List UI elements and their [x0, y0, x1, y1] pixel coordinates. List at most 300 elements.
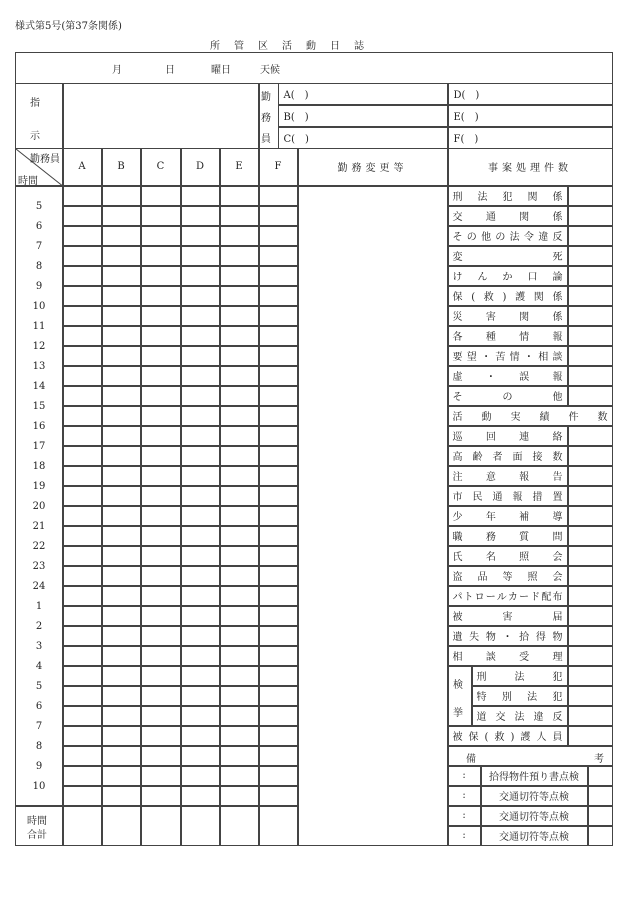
staff-time-cell[interactable] [259, 626, 298, 646]
hour-label-label: 9 [35, 281, 43, 292]
case-item-label: 刑法犯関係 [452, 192, 563, 203]
staff-time-cell[interactable] [259, 306, 298, 326]
staff-time-cell[interactable] [181, 386, 220, 406]
case-count-input[interactable] [568, 266, 613, 286]
staff-time-cell[interactable] [220, 306, 259, 326]
activity-item-label: 職務質問 [452, 532, 563, 543]
instruction-label-2-label: 示 [30, 131, 40, 142]
staff-time-cell[interactable] [181, 566, 220, 586]
staff-time-cell[interactable] [102, 686, 141, 706]
case-count-input[interactable] [568, 306, 613, 326]
case-item [448, 326, 568, 346]
staff-time-cell[interactable] [181, 346, 220, 366]
staff-time-cell[interactable] [102, 406, 141, 426]
remarks-time[interactable] [448, 826, 481, 846]
staff-time-cell[interactable] [102, 186, 141, 206]
staff-time-cell[interactable] [102, 266, 141, 286]
staff-time-cell[interactable] [259, 586, 298, 606]
remarks-time[interactable] [448, 786, 481, 806]
staff-time-cell[interactable] [141, 266, 181, 286]
remarks-time[interactable] [448, 766, 481, 786]
remarks-check[interactable] [588, 766, 613, 786]
staff-time-cell[interactable] [141, 306, 181, 326]
staff-time-cell[interactable] [259, 786, 298, 806]
staff-time-cell[interactable] [259, 346, 298, 366]
activity-count-input[interactable] [568, 586, 613, 606]
staff-time-cell[interactable] [259, 426, 298, 446]
staff-time-cell[interactable] [259, 666, 298, 686]
case-count-input[interactable] [568, 366, 613, 386]
staff-time-cell[interactable] [102, 766, 141, 786]
staff-time-cell[interactable] [181, 246, 220, 266]
staff-time-cell[interactable] [220, 606, 259, 626]
activity-item [448, 546, 568, 566]
staff-time-cell[interactable] [259, 506, 298, 526]
column-header-E-label: E [235, 161, 243, 172]
activity-count-input[interactable] [568, 506, 613, 526]
activity-count-input[interactable] [568, 426, 613, 446]
staff-time-cell[interactable] [220, 706, 259, 726]
staff-time-cell[interactable] [63, 366, 102, 386]
staff-time-cell[interactable] [181, 506, 220, 526]
remarks-time[interactable] [448, 806, 481, 826]
arrest-count-input[interactable] [568, 706, 613, 726]
instruction-label-1-label: 指 [30, 98, 40, 109]
staff-time-cell[interactable] [63, 786, 102, 806]
staff-time-cell[interactable] [220, 686, 259, 706]
hour-label-label: 8 [35, 261, 43, 272]
staff-time-cell[interactable] [63, 726, 102, 746]
staff-time-cell[interactable] [63, 486, 102, 506]
staff-time-cell[interactable] [102, 246, 141, 266]
staff-time-cell[interactable] [63, 386, 102, 406]
activity-count-input[interactable] [568, 626, 613, 646]
staff-time-cell[interactable] [102, 506, 141, 526]
case-count-input[interactable] [568, 286, 613, 306]
staff-time-cell[interactable] [102, 746, 141, 766]
staff-time-cell[interactable] [259, 546, 298, 566]
staff-time-cell[interactable] [220, 786, 259, 806]
staff-time-cell[interactable] [181, 586, 220, 606]
staff-time-cell[interactable] [141, 686, 181, 706]
remarks-label-2-label: 考 [594, 754, 604, 765]
staff-time-cell[interactable] [181, 546, 220, 566]
total-cell[interactable] [102, 806, 141, 846]
staff-time-cell[interactable] [259, 386, 298, 406]
column-header-A-label: A [78, 161, 86, 172]
staff-time-cell[interactable] [63, 666, 102, 686]
case-item [448, 306, 568, 326]
total-label-2 [27, 826, 47, 841]
staff-time-cell[interactable] [259, 466, 298, 486]
case-count-input[interactable] [568, 246, 613, 266]
staff-time-cell[interactable] [141, 466, 181, 486]
staff-time-cell[interactable] [102, 466, 141, 486]
staff-time-cell[interactable] [259, 566, 298, 586]
staff-time-cell[interactable] [141, 386, 181, 406]
staff-time-cell[interactable] [220, 346, 259, 366]
staff-time-cell[interactable] [259, 326, 298, 346]
staff-time-cell[interactable] [141, 546, 181, 566]
staff-time-cell[interactable] [63, 406, 102, 426]
staff-time-cell[interactable] [141, 586, 181, 606]
staff-time-cell[interactable] [141, 286, 181, 306]
staff-time-cell[interactable] [141, 366, 181, 386]
staff-time-cell[interactable] [141, 326, 181, 346]
activity-count-input[interactable] [568, 566, 613, 586]
staff-time-cell[interactable] [141, 746, 181, 766]
case-count-input[interactable] [568, 386, 613, 406]
staff-time-cell[interactable] [181, 286, 220, 306]
staff-time-cell[interactable] [102, 626, 141, 646]
case-item-label: 交通関係 [452, 212, 563, 223]
staff-time-cell[interactable] [181, 666, 220, 686]
staff-time-cell[interactable] [141, 726, 181, 746]
staff-time-cell[interactable] [181, 306, 220, 326]
staff-time-cell[interactable] [259, 406, 298, 426]
staff-time-cell[interactable] [141, 406, 181, 426]
staff-time-cell[interactable] [181, 646, 220, 666]
staff-time-cell[interactable] [141, 766, 181, 786]
total-cell[interactable] [63, 806, 102, 846]
instruction-field[interactable] [63, 83, 259, 149]
remarks-check[interactable] [588, 806, 613, 826]
staff-time-cell[interactable] [220, 426, 259, 446]
column-header-C-label: C [156, 161, 165, 172]
staff-time-cell[interactable] [102, 586, 141, 606]
remarks-check[interactable] [588, 786, 613, 806]
staff-time-cell[interactable] [141, 526, 181, 546]
activity-count-input[interactable] [568, 646, 613, 666]
staff-time-cell[interactable] [141, 706, 181, 726]
staff-time-cell[interactable] [220, 666, 259, 686]
staff-time-cell[interactable] [102, 426, 141, 446]
staff-time-cell[interactable] [141, 426, 181, 446]
remarks-check[interactable] [588, 826, 613, 846]
case-item-label: けんか口論 [452, 272, 563, 283]
staff-time-cell[interactable] [63, 246, 102, 266]
staff-time-cell[interactable] [63, 346, 102, 366]
total-label-1 [27, 812, 47, 827]
staff-time-cell[interactable] [102, 566, 141, 586]
staff-time-cell[interactable] [181, 206, 220, 226]
staff-time-cell[interactable] [102, 386, 141, 406]
staff-time-cell[interactable] [102, 786, 141, 806]
staff-time-cell[interactable] [63, 746, 102, 766]
activity-item-label: 被害届 [452, 612, 563, 623]
page-title [210, 37, 366, 52]
case-count-input[interactable] [568, 226, 613, 246]
staff-time-cell[interactable] [102, 446, 141, 466]
hour-label-label: 18 [32, 461, 46, 472]
staff-time-cell[interactable] [141, 486, 181, 506]
staff-time-cell[interactable] [102, 606, 141, 626]
activity-item [448, 466, 568, 486]
case-item-label: 災害関係 [452, 312, 563, 323]
duty-change-field[interactable] [298, 186, 448, 846]
staff-time-cell[interactable] [181, 746, 220, 766]
staff-time-cell[interactable] [102, 326, 141, 346]
staff-time-cell[interactable] [102, 286, 141, 306]
staff-time-cell[interactable] [63, 266, 102, 286]
staff-time-cell[interactable] [63, 686, 102, 706]
activity-item [448, 606, 568, 626]
staff-time-cell[interactable] [63, 526, 102, 546]
staff-time-cell[interactable] [102, 226, 141, 246]
staff-time-cell[interactable] [220, 726, 259, 746]
staff-time-cell[interactable] [220, 546, 259, 566]
staff-time-cell[interactable] [220, 206, 259, 226]
staff-time-cell[interactable] [102, 706, 141, 726]
staff-time-cell[interactable] [181, 326, 220, 346]
staff-label-0 [261, 88, 271, 103]
staff-time-cell[interactable] [102, 546, 141, 566]
staff-time-cell[interactable] [63, 586, 102, 606]
staff-label-1 [261, 109, 271, 124]
staff-time-cell[interactable] [220, 226, 259, 246]
staff-time-cell[interactable] [220, 266, 259, 286]
staff-time-cell[interactable] [181, 266, 220, 286]
staff-time-cell[interactable] [63, 466, 102, 486]
staff-time-cell[interactable] [102, 666, 141, 686]
hour-label-label: 20 [32, 501, 46, 512]
hour-label [15, 721, 63, 732]
staff-time-cell[interactable] [141, 646, 181, 666]
activity-count-input[interactable] [568, 466, 613, 486]
staff-time-cell[interactable] [102, 346, 141, 366]
staff-time-cell[interactable] [259, 706, 298, 726]
staff-time-cell[interactable] [259, 266, 298, 286]
staff-time-cell[interactable] [259, 226, 298, 246]
staff-time-cell[interactable] [220, 586, 259, 606]
staff-time-cell[interactable] [102, 646, 141, 666]
staff-time-cell[interactable] [63, 426, 102, 446]
staff-time-cell[interactable] [141, 226, 181, 246]
staff-time-cell[interactable] [141, 346, 181, 366]
activity-item-label: パトロールカード配布 [452, 592, 563, 603]
hour-label-label: 19 [32, 481, 46, 492]
staff-time-cell[interactable] [259, 366, 298, 386]
staff-time-cell[interactable] [220, 526, 259, 546]
staff-time-cell[interactable] [259, 746, 298, 766]
staff-time-cell[interactable] [220, 746, 259, 766]
staff-time-cell[interactable] [259, 646, 298, 666]
staff-slot-A[interactable] [278, 83, 448, 105]
staff-time-cell[interactable] [141, 786, 181, 806]
staff-time-cell[interactable] [259, 726, 298, 746]
staff-time-cell[interactable] [63, 766, 102, 786]
total-cell[interactable] [259, 806, 298, 846]
case-item [448, 226, 568, 246]
total-cell[interactable] [181, 806, 220, 846]
staff-time-cell[interactable] [181, 426, 220, 446]
activity-count-input[interactable] [568, 606, 613, 626]
staff-time-cell[interactable] [220, 186, 259, 206]
staff-time-cell[interactable] [63, 206, 102, 226]
staff-time-cell[interactable] [141, 666, 181, 686]
staff-time-cell[interactable] [220, 446, 259, 466]
staff-time-cell[interactable] [141, 606, 181, 626]
staff-time-cell[interactable] [63, 706, 102, 726]
hour-label-label: 5 [35, 681, 43, 692]
hour-label-label: 23 [32, 561, 46, 572]
staff-time-cell[interactable] [181, 186, 220, 206]
staff-time-cell[interactable] [102, 366, 141, 386]
staff-slot-C-label: C( ) [283, 134, 309, 145]
staff-time-cell[interactable] [181, 406, 220, 426]
case-item-label: 変死 [452, 252, 563, 263]
staff-time-cell[interactable] [63, 306, 102, 326]
staff-time-cell[interactable] [220, 246, 259, 266]
hour-label-label: 11 [32, 321, 46, 332]
hour-label-label: 10 [32, 301, 46, 312]
staff-time-cell[interactable] [181, 466, 220, 486]
staff-time-cell[interactable] [181, 446, 220, 466]
staff-time-cell[interactable] [63, 646, 102, 666]
staff-time-cell[interactable] [181, 366, 220, 386]
staff-time-cell[interactable] [220, 366, 259, 386]
activity-count-input[interactable] [568, 546, 613, 566]
hour-label [15, 561, 63, 572]
staff-time-cell[interactable] [259, 286, 298, 306]
staff-time-cell[interactable] [259, 486, 298, 506]
page-title-label: 所 管 区 活 動 日 誌 [210, 41, 366, 52]
staff-time-cell[interactable] [259, 526, 298, 546]
staff-time-cell[interactable] [181, 606, 220, 626]
staff-time-cell[interactable] [259, 186, 298, 206]
staff-time-cell[interactable] [220, 626, 259, 646]
staff-time-cell[interactable] [141, 626, 181, 646]
remarks-time-label: : [462, 770, 466, 781]
staff-time-cell[interactable] [141, 206, 181, 226]
staff-time-cell[interactable] [181, 766, 220, 786]
hour-label [15, 581, 63, 592]
case-item [448, 186, 568, 206]
hour-label [15, 421, 63, 432]
activity-item [448, 486, 568, 506]
activity-count-input[interactable] [568, 526, 613, 546]
duty-change-header-label: 勤務変更等 [337, 163, 408, 174]
staff-time-cell[interactable] [63, 546, 102, 566]
case-item-label: 保(救)護関係 [452, 292, 563, 303]
staff-time-cell[interactable] [259, 446, 298, 466]
staff-time-cell[interactable] [63, 606, 102, 626]
arrest-count-input[interactable] [568, 686, 613, 706]
staff-time-cell[interactable] [63, 286, 102, 306]
staff-time-cell[interactable] [141, 446, 181, 466]
staff-time-cell[interactable] [181, 726, 220, 746]
staff-time-cell[interactable] [181, 626, 220, 646]
activity-count-input[interactable] [568, 446, 613, 466]
staff-slot-F[interactable] [448, 127, 613, 149]
column-header-D [181, 148, 220, 186]
staff-time-cell[interactable] [220, 466, 259, 486]
column-header-C [141, 148, 181, 186]
staff-time-cell[interactable] [102, 526, 141, 546]
duty-change-header [298, 148, 448, 186]
activity-item [448, 586, 568, 606]
staff-time-cell[interactable] [181, 786, 220, 806]
staff-time-cell[interactable] [181, 486, 220, 506]
staff-time-cell[interactable] [102, 486, 141, 506]
staff-time-cell[interactable] [259, 686, 298, 706]
staff-time-cell[interactable] [220, 326, 259, 346]
staff-time-cell[interactable] [63, 626, 102, 646]
total-cell[interactable] [220, 806, 259, 846]
protected-count-input[interactable] [568, 726, 613, 746]
remarks-item-label: 交通切符等点検 [499, 792, 569, 803]
staff-time-cell[interactable] [181, 526, 220, 546]
staff-time-cell[interactable] [63, 226, 102, 246]
arrest-label-1-label: 検 [453, 680, 463, 691]
staff-time-cell[interactable] [220, 386, 259, 406]
staff-time-cell[interactable] [181, 686, 220, 706]
staff-time-cell[interactable] [220, 566, 259, 586]
remarks-item [481, 786, 588, 806]
staff-time-cell[interactable] [63, 506, 102, 526]
staff-time-cell[interactable] [141, 566, 181, 586]
staff-time-cell[interactable] [220, 286, 259, 306]
staff-time-cell[interactable] [259, 606, 298, 626]
staff-time-cell[interactable] [102, 206, 141, 226]
staff-time-cell[interactable] [63, 446, 102, 466]
staff-time-cell[interactable] [220, 506, 259, 526]
staff-time-cell[interactable] [220, 646, 259, 666]
column-header-B-label: B [117, 161, 125, 172]
staff-time-cell[interactable] [220, 406, 259, 426]
staff-slot-B[interactable] [278, 105, 448, 127]
case-count-input[interactable] [568, 326, 613, 346]
total-cell[interactable] [141, 806, 181, 846]
staff-time-cell[interactable] [141, 246, 181, 266]
staff-time-cell[interactable] [181, 706, 220, 726]
arrest-count-input[interactable] [568, 666, 613, 686]
remarks-item-label: 交通切符等点検 [499, 832, 569, 843]
staff-label-2 [261, 130, 271, 145]
day-label [165, 61, 175, 76]
staff-slot-D-label: D( ) [453, 90, 480, 101]
staff-time-cell[interactable] [259, 246, 298, 266]
staff-time-cell[interactable] [259, 206, 298, 226]
case-item [448, 286, 568, 306]
case-count-input[interactable] [568, 186, 613, 206]
activity-count-input[interactable] [568, 486, 613, 506]
case-count-input[interactable] [568, 206, 613, 226]
hour-label [15, 781, 63, 792]
case-count-input[interactable] [568, 346, 613, 366]
staff-slot-C[interactable] [278, 127, 448, 149]
staff-time-cell[interactable] [141, 186, 181, 206]
date-row[interactable] [15, 52, 613, 84]
staff-time-cell[interactable] [102, 726, 141, 746]
staff-time-cell[interactable] [63, 186, 102, 206]
activity-item-label: 氏名照会 [452, 552, 563, 563]
staff-time-cell[interactable] [220, 766, 259, 786]
staff-time-cell[interactable] [181, 226, 220, 246]
staff-time-cell[interactable] [259, 766, 298, 786]
hour-label [15, 661, 63, 672]
staff-time-cell[interactable] [63, 566, 102, 586]
activity-item [448, 526, 568, 546]
staff-time-cell[interactable] [220, 486, 259, 506]
weekday-label [211, 61, 231, 76]
case-item [448, 346, 568, 366]
staff-slot-D[interactable] [448, 83, 613, 105]
staff-time-cell[interactable] [141, 506, 181, 526]
staff-time-cell[interactable] [63, 326, 102, 346]
staff-slot-E[interactable] [448, 105, 613, 127]
staff-time-cell[interactable] [102, 306, 141, 326]
